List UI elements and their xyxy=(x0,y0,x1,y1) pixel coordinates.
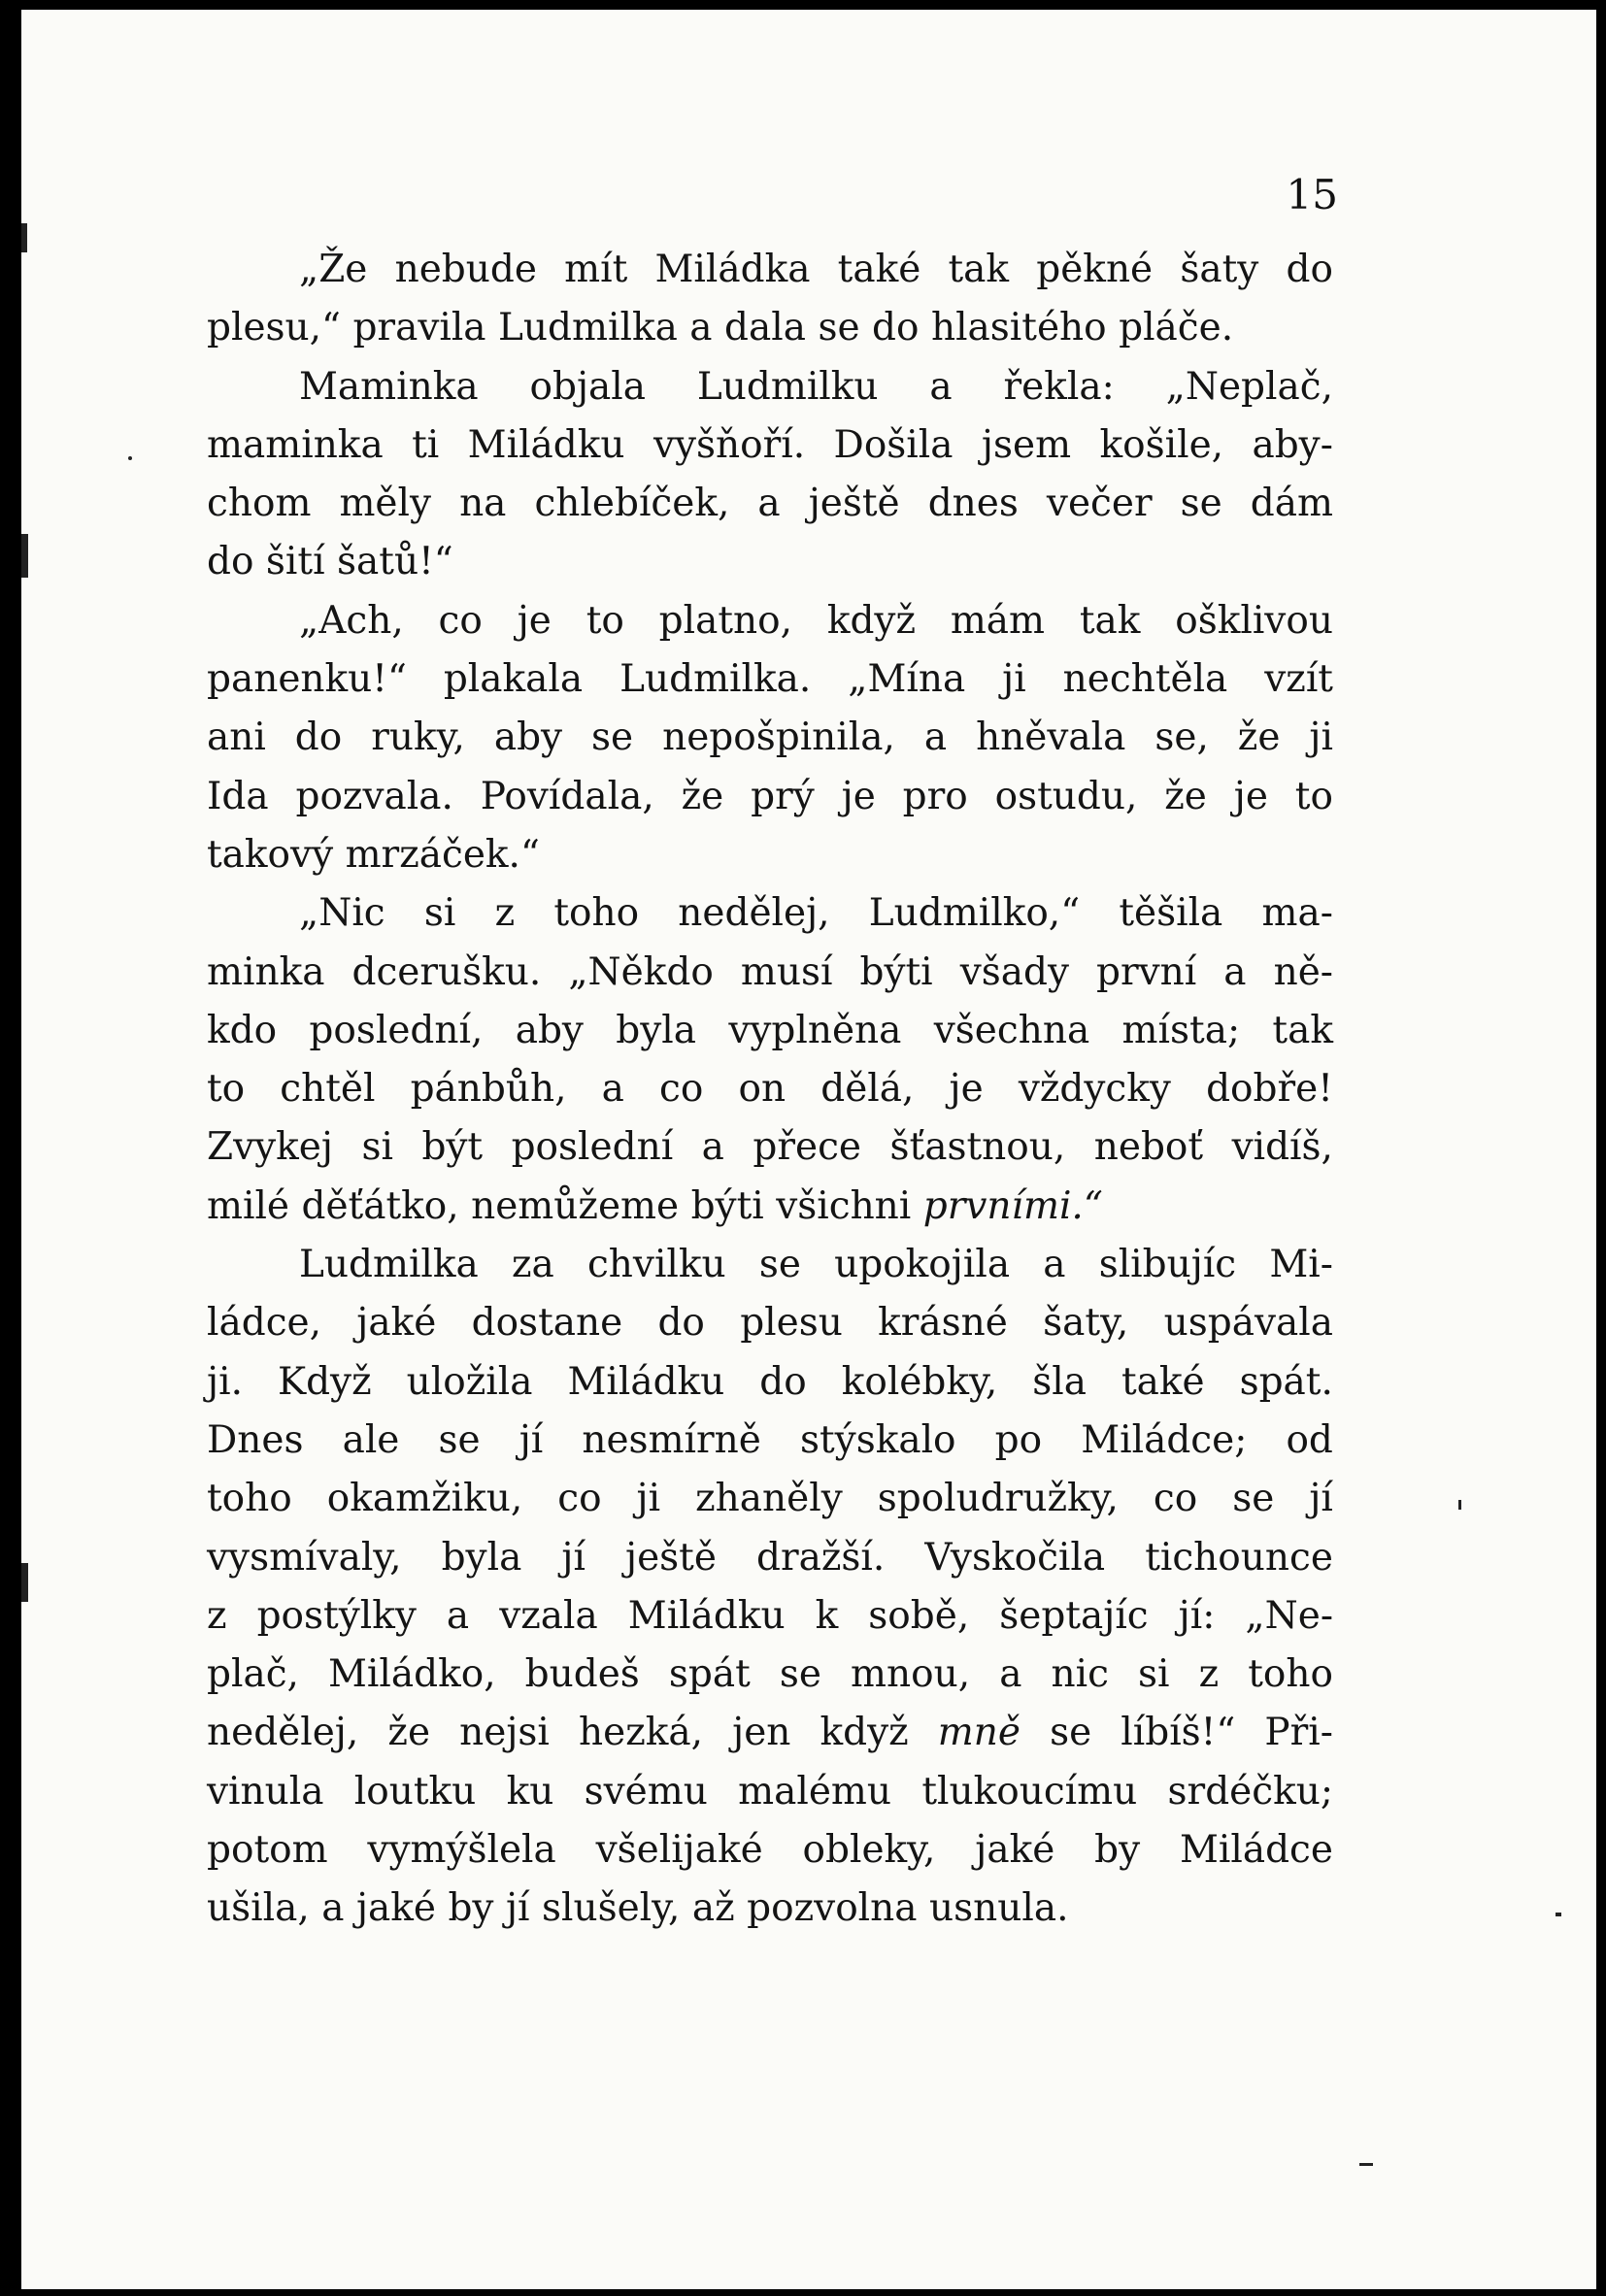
word: je xyxy=(949,1067,984,1112)
word: a xyxy=(689,306,713,350)
word: aby xyxy=(493,715,563,760)
word: z xyxy=(1198,1652,1220,1697)
word: na xyxy=(459,482,507,526)
text-line xyxy=(207,416,1333,475)
word: se xyxy=(1232,1477,1275,1521)
word: a xyxy=(446,1593,470,1638)
word: šití xyxy=(265,540,325,584)
word: Ludmilka xyxy=(299,1243,479,1287)
word: nejsi xyxy=(459,1711,550,1755)
word: všichni xyxy=(776,1183,912,1228)
word: potom xyxy=(207,1828,328,1873)
word: plakala xyxy=(443,657,584,702)
word: okamžiku, xyxy=(326,1477,523,1521)
word: nepošpinila, xyxy=(662,715,895,760)
word: se xyxy=(591,715,634,760)
word: těšila xyxy=(1119,891,1223,936)
word: jí xyxy=(505,1886,530,1931)
word: vždycky xyxy=(1018,1067,1171,1112)
word: všelijaké xyxy=(595,1828,763,1873)
word: ti xyxy=(412,422,440,467)
scan-border-right xyxy=(1596,0,1606,2296)
word: také xyxy=(1121,1359,1205,1404)
word: když xyxy=(820,1711,909,1755)
text-line xyxy=(207,358,1333,416)
word: pozvolna xyxy=(747,1886,918,1931)
word: ně- xyxy=(1273,949,1333,994)
text-line xyxy=(207,1353,1333,1412)
word: upokojila xyxy=(834,1243,1011,1287)
word: šeptajíc xyxy=(999,1593,1149,1638)
word: jaké xyxy=(356,1301,437,1346)
word: tichounce xyxy=(1145,1535,1333,1580)
word: Zvykej xyxy=(207,1125,333,1170)
word: a xyxy=(1043,1243,1066,1287)
word: k xyxy=(815,1593,839,1638)
speck xyxy=(1359,2163,1373,2166)
speck xyxy=(1556,1913,1561,1916)
word: ještě xyxy=(625,1535,717,1580)
word: Dnes xyxy=(207,1417,304,1462)
word: Miládku xyxy=(627,1593,786,1638)
word: a xyxy=(601,1067,624,1112)
word: vyšňoří. xyxy=(652,422,806,467)
word: to xyxy=(207,1067,246,1112)
word: Mi- xyxy=(1269,1243,1333,1287)
word: pro xyxy=(902,774,968,818)
word: všechna xyxy=(933,1008,1090,1052)
word: šaty, xyxy=(1043,1301,1129,1346)
word: Ludmilka xyxy=(498,306,678,350)
word: Ludmilku xyxy=(696,364,879,409)
word: zhaněly xyxy=(695,1477,843,1521)
word: byla xyxy=(441,1535,522,1580)
word: dala xyxy=(724,306,806,350)
word: je xyxy=(517,598,552,643)
text-line xyxy=(207,299,1333,357)
word: do xyxy=(872,306,920,350)
word: spát. xyxy=(1239,1359,1333,1404)
word: musí xyxy=(740,949,833,994)
word: hlasitého xyxy=(930,306,1107,350)
word: jí xyxy=(519,1417,544,1462)
word: dcerušku. xyxy=(351,949,542,994)
word: první xyxy=(1096,949,1197,994)
word: Při- xyxy=(1264,1711,1333,1755)
word: takový xyxy=(207,832,334,877)
scan-border-top xyxy=(0,0,1606,10)
word: do xyxy=(1286,248,1333,291)
word: mně xyxy=(937,1711,1020,1755)
word: všady xyxy=(959,949,1069,994)
text-line xyxy=(207,1470,1333,1528)
word: byla xyxy=(616,1008,697,1052)
word: mnou, xyxy=(851,1652,971,1697)
word: to xyxy=(1294,774,1333,818)
word: vzít xyxy=(1264,657,1333,702)
word: chlebíček, xyxy=(534,482,730,526)
word: a xyxy=(321,1886,345,1931)
word: mrzáček.“ xyxy=(345,832,540,877)
word: do xyxy=(207,540,254,584)
word: co xyxy=(438,598,483,643)
word: Povídala, xyxy=(480,774,654,818)
word: za xyxy=(511,1243,554,1287)
word: minka xyxy=(207,949,325,994)
word: uspávala xyxy=(1163,1301,1333,1346)
text-line xyxy=(207,1880,1333,1938)
word: kdo xyxy=(207,1008,278,1052)
word: dobře! xyxy=(1206,1067,1333,1112)
word: že xyxy=(387,1711,431,1755)
word: také xyxy=(837,248,921,291)
word: do xyxy=(657,1301,705,1346)
word: „Ne- xyxy=(1245,1593,1333,1638)
word: dostane xyxy=(471,1301,623,1346)
word: ma- xyxy=(1261,891,1333,936)
word: se xyxy=(758,1243,801,1287)
word: dnes xyxy=(927,482,1019,526)
word: nesmírně xyxy=(582,1417,761,1462)
word: ji xyxy=(1002,657,1026,702)
word: jí xyxy=(561,1535,586,1580)
word: poslední, xyxy=(309,1008,484,1052)
word: je xyxy=(841,774,876,818)
word: ošklivou xyxy=(1175,598,1333,643)
word: pozvala. xyxy=(295,774,453,818)
word: Vyskočila xyxy=(924,1535,1106,1580)
text-line xyxy=(207,1060,1333,1118)
word: prý xyxy=(751,774,815,818)
text-line xyxy=(207,1002,1333,1060)
word: se xyxy=(438,1417,481,1462)
word: plesu xyxy=(740,1301,843,1346)
word: jaké xyxy=(975,1828,1055,1873)
word: Miládce; xyxy=(1081,1417,1248,1462)
word: „Ach, xyxy=(299,598,404,643)
word: a xyxy=(923,715,948,760)
word: panenku!“ xyxy=(207,657,407,702)
text-line xyxy=(207,1412,1333,1470)
text-line xyxy=(207,1529,1333,1587)
word: srdéčku; xyxy=(1167,1769,1333,1814)
word: spát xyxy=(668,1652,751,1697)
word: obleky, xyxy=(802,1828,936,1873)
word: toho xyxy=(1248,1652,1333,1697)
word: pánbůh, xyxy=(410,1067,567,1112)
word: toho xyxy=(553,891,640,936)
word: co xyxy=(659,1067,704,1112)
word: poslední xyxy=(511,1125,674,1170)
word: šaty xyxy=(1180,248,1259,291)
word: ostudu, xyxy=(994,774,1138,818)
word: Miládku xyxy=(467,422,625,467)
word: co xyxy=(1153,1477,1198,1521)
word: a xyxy=(929,364,953,409)
page-number: 15 xyxy=(1286,171,1338,218)
word: dražší. xyxy=(756,1535,886,1580)
word: to xyxy=(586,598,624,643)
speck xyxy=(128,456,132,460)
word: toho xyxy=(207,1477,292,1521)
word: pravila xyxy=(352,306,486,350)
word: on xyxy=(738,1067,786,1112)
word: by xyxy=(448,1886,494,1931)
word: že xyxy=(1237,715,1281,760)
word: děťátko, xyxy=(301,1183,459,1228)
text-line xyxy=(207,1646,1333,1704)
binding-mark xyxy=(21,1563,28,1602)
word: nemůžeme xyxy=(471,1183,680,1228)
word: nedělej, xyxy=(678,891,830,936)
word: ale xyxy=(342,1417,400,1462)
word: slibujíc xyxy=(1098,1243,1237,1287)
word: ušila, xyxy=(207,1886,310,1931)
word: dám xyxy=(1250,482,1333,526)
binding-mark xyxy=(21,534,28,578)
word: ku xyxy=(506,1769,554,1814)
word: Ludmilka. xyxy=(619,657,812,702)
scan-border-left xyxy=(0,0,21,2296)
word: postýlky xyxy=(256,1593,417,1638)
word: se, xyxy=(1154,715,1209,760)
word: milé xyxy=(207,1183,290,1228)
word: chom xyxy=(207,482,312,526)
word: usnula. xyxy=(929,1886,1069,1931)
word: a xyxy=(999,1652,1022,1697)
word: a xyxy=(757,482,781,526)
word: „Mína xyxy=(848,657,966,702)
text-line xyxy=(207,709,1333,767)
word: tak xyxy=(1079,598,1141,643)
word: pláče. xyxy=(1119,306,1234,350)
word: nic xyxy=(1051,1652,1109,1697)
word: tak xyxy=(948,248,1010,291)
word: býti xyxy=(859,949,933,994)
word: až xyxy=(691,1886,735,1931)
word: nedělej, xyxy=(207,1711,359,1755)
word: platno, xyxy=(658,598,793,643)
word: nebude xyxy=(394,248,537,291)
word: nechtěla xyxy=(1062,657,1228,702)
word: svému xyxy=(584,1769,708,1814)
text-line xyxy=(207,592,1333,650)
word: hezká, xyxy=(579,1711,704,1755)
word: se xyxy=(1180,482,1222,526)
word: z xyxy=(494,891,516,936)
word: se xyxy=(818,306,860,350)
word: a xyxy=(701,1125,724,1170)
word: od xyxy=(1286,1417,1333,1462)
word: vzala xyxy=(499,1593,598,1638)
word: prvními.“ xyxy=(922,1183,1103,1228)
word: Miládku xyxy=(567,1359,725,1404)
speck xyxy=(1458,1500,1461,1510)
word: si xyxy=(423,891,456,936)
word: sobě, xyxy=(868,1593,970,1638)
word: pěkné xyxy=(1036,248,1154,291)
word: aby- xyxy=(1252,422,1333,467)
word: jsem xyxy=(981,422,1072,467)
text-line xyxy=(207,944,1333,1002)
word: šla xyxy=(1032,1359,1087,1404)
text-line xyxy=(207,826,1333,884)
word: Miládko, xyxy=(328,1652,496,1697)
word: plesu,“ xyxy=(207,306,341,350)
word: a xyxy=(1223,949,1247,994)
word: neboť xyxy=(1093,1125,1204,1170)
word: je xyxy=(1233,774,1268,818)
word: budeš xyxy=(524,1652,640,1697)
word: že xyxy=(681,774,724,818)
word: aby xyxy=(515,1008,584,1052)
word: mít xyxy=(564,248,628,291)
text-line xyxy=(207,475,1333,533)
word: do xyxy=(294,715,343,760)
word: plač, xyxy=(207,1652,299,1697)
word: slušely, xyxy=(541,1886,681,1931)
word: Došila xyxy=(833,422,954,467)
text-line xyxy=(207,1587,1333,1646)
word: ještě xyxy=(808,482,900,526)
word: býti xyxy=(690,1183,764,1228)
word: řekla: xyxy=(1003,364,1115,409)
word: večer xyxy=(1046,482,1153,526)
scan-border-bottom xyxy=(0,2289,1606,2296)
word: tlukoucímu xyxy=(921,1769,1138,1814)
word: šťastnou, xyxy=(889,1125,1066,1170)
word: mám xyxy=(950,598,1046,643)
word: krásné xyxy=(878,1301,1008,1346)
text-line xyxy=(207,533,1333,591)
text-line xyxy=(207,241,1333,299)
word: malému xyxy=(738,1769,892,1814)
text-line xyxy=(207,1236,1333,1294)
word: Miládce xyxy=(1179,1828,1333,1873)
word: vinula xyxy=(207,1769,324,1814)
word: přece xyxy=(753,1125,862,1170)
word: po xyxy=(994,1417,1043,1462)
word: líbíš!“ xyxy=(1121,1711,1236,1755)
word: se xyxy=(1050,1711,1092,1755)
word: jaké xyxy=(355,1886,436,1931)
text-line xyxy=(207,768,1333,826)
word: by xyxy=(1094,1828,1141,1873)
text-line xyxy=(207,1118,1333,1177)
word: jí xyxy=(1309,1477,1333,1521)
word: být xyxy=(421,1125,484,1170)
word: spoludružky, xyxy=(877,1477,1119,1521)
text-line xyxy=(207,650,1333,709)
word: co xyxy=(557,1477,602,1521)
word: když xyxy=(826,598,917,643)
word: tak xyxy=(1272,1008,1333,1052)
word: chvilku xyxy=(586,1243,726,1287)
text-line xyxy=(207,1704,1333,1762)
word: „Někdo xyxy=(568,949,714,994)
word: se xyxy=(779,1652,821,1697)
text-line xyxy=(207,1178,1333,1236)
word: Ida xyxy=(207,774,269,818)
word: stýskalo xyxy=(799,1417,956,1462)
word: si xyxy=(1138,1652,1170,1697)
word: uložila xyxy=(406,1359,533,1404)
word: jí: xyxy=(1178,1593,1216,1638)
word: Miládka xyxy=(654,248,811,291)
text-line xyxy=(207,1821,1333,1880)
text-line xyxy=(207,1763,1333,1821)
word: „Nic xyxy=(299,891,385,936)
word: ládce, xyxy=(207,1301,322,1346)
word: vidíš, xyxy=(1231,1125,1333,1170)
word: chtěl xyxy=(280,1067,376,1112)
word: maminka xyxy=(207,422,384,467)
word: Když xyxy=(277,1359,372,1404)
word: vymýšlela xyxy=(367,1828,556,1873)
word: ji xyxy=(1309,715,1333,760)
word: šatů!“ xyxy=(337,540,453,584)
word: ji. xyxy=(207,1359,243,1404)
word: hněvala xyxy=(976,715,1126,760)
word: si xyxy=(361,1125,393,1170)
word: místa; xyxy=(1121,1008,1241,1052)
word: „Že xyxy=(299,248,368,291)
text-line xyxy=(207,884,1333,943)
word: dělá, xyxy=(820,1067,915,1112)
word: měly xyxy=(339,482,432,526)
text-line xyxy=(207,1294,1333,1352)
word: z xyxy=(207,1593,227,1638)
word: ruky, xyxy=(371,715,465,760)
word: ji xyxy=(636,1477,661,1521)
word: Ludmilko,“ xyxy=(868,891,1081,936)
word: Maminka xyxy=(299,364,479,409)
binding-mark xyxy=(21,223,27,252)
word: kolébky, xyxy=(841,1359,998,1404)
word: košile, xyxy=(1099,422,1224,467)
word: ani xyxy=(207,715,266,760)
word: že xyxy=(1164,774,1207,818)
word: vysmívaly, xyxy=(207,1535,402,1580)
word: do xyxy=(759,1359,807,1404)
word: objala xyxy=(529,364,647,409)
word: loutku xyxy=(353,1769,477,1814)
word: „Neplač, xyxy=(1165,364,1333,409)
body-text xyxy=(207,241,1333,1939)
word: vyplněna xyxy=(728,1008,902,1052)
word: jen xyxy=(732,1711,791,1755)
